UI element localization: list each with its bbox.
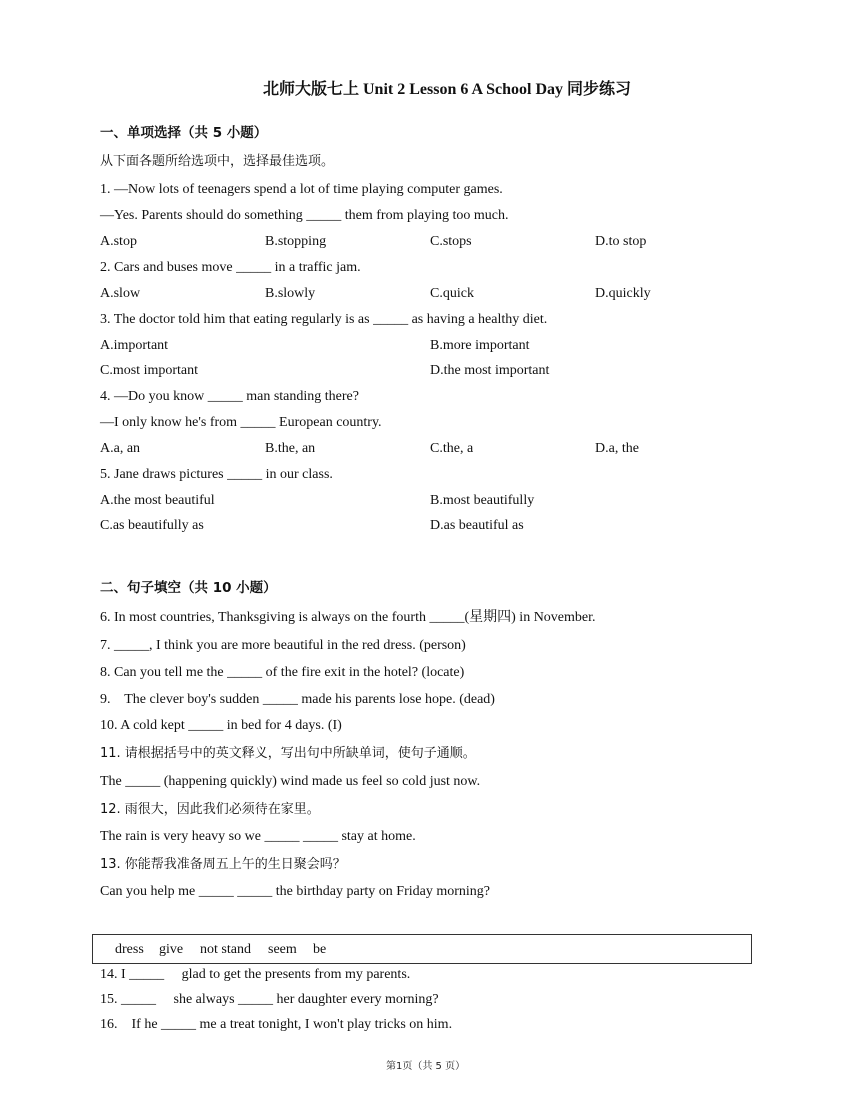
option-c: C.quick bbox=[430, 286, 474, 301]
question-text: 2. Cars and buses move _____ in a traffic jam. bbox=[100, 260, 361, 275]
word-bank-item: seem bbox=[268, 942, 297, 957]
question-text: 4. —Do you know _____ man standing there? bbox=[100, 389, 359, 404]
word-bank-item: give bbox=[159, 942, 184, 957]
question-text: 12. 雨很大，因此我们必须待在家里。 bbox=[100, 802, 320, 817]
option-a: A.stop bbox=[100, 234, 137, 249]
question-text: 14. I _____ glad to get the presents from my parents. bbox=[100, 967, 411, 982]
option-b: B.stopping bbox=[265, 234, 327, 249]
option-b: B.most beautifully bbox=[430, 493, 535, 508]
question-text: 13. 你能帮我准备周五上午的生日聚会吗？ bbox=[100, 857, 346, 872]
question-text: 9. The clever boy's sudden _____ made his parents lose hope. (dead) bbox=[100, 692, 495, 707]
question-text: 6. In most countries, Thanksgiving is always on the fourth _____(星期四) in November. bbox=[100, 610, 596, 625]
question-text: —Yes. Parents should do something _____ them from playing too much. bbox=[100, 208, 509, 223]
option-a: A.important bbox=[100, 338, 169, 353]
question-text: 1. —Now lots of teenagers spend a lot of time playing computer games. bbox=[100, 182, 503, 197]
question-text: 7. _____, I think you are more beautiful in the red dress. (person) bbox=[100, 638, 466, 653]
section-1-heading: 一、单项选择（共 5 小题） bbox=[100, 125, 268, 141]
question-text: The rain is very heavy so we _____ _____ stay at home. bbox=[100, 829, 416, 844]
option-c: C.the, a bbox=[430, 441, 474, 456]
word-bank-item: be bbox=[313, 942, 327, 957]
option-c: C.as beautifully as bbox=[100, 518, 204, 533]
option-a: A.the most beautiful bbox=[100, 493, 215, 508]
question-text: 8. Can you tell me the _____ of the fire exit in the hotel? (locate) bbox=[100, 665, 465, 680]
question-text: 16. If he _____ me a treat tonight, I won't play tricks on him. bbox=[100, 1017, 453, 1032]
option-b: B.the, an bbox=[265, 441, 316, 456]
section-2-heading: 二、句子填空（共 10 小题） bbox=[100, 580, 277, 596]
option-d: D.a, the bbox=[595, 441, 639, 456]
page-footer: 第1页（共 5 页） bbox=[386, 1061, 466, 1072]
option-c: C.most important bbox=[100, 363, 198, 378]
question-text: 11. 请根据括号中的英文释义，写出句中所缺单词，使句子通顺。 bbox=[100, 746, 476, 761]
option-b: B.slowly bbox=[265, 286, 316, 301]
question-text: 3. The doctor told him that eating regularly is as _____ as having a healthy diet. bbox=[100, 312, 548, 327]
option-d: D.quickly bbox=[595, 286, 651, 301]
question-text: 5. Jane draws pictures _____ in our class. bbox=[100, 467, 333, 482]
option-d: D.the most important bbox=[430, 363, 550, 378]
option-a: A.a, an bbox=[100, 441, 141, 456]
question-text: —I only know he's from _____ European country. bbox=[100, 415, 382, 430]
page-title: 北师大版七上 Unit 2 Lesson 6 A School Day 同步练习 bbox=[263, 81, 632, 98]
option-d: D.as beautiful as bbox=[430, 518, 524, 533]
word-bank-item: not stand bbox=[200, 942, 251, 957]
option-a: A.slow bbox=[100, 286, 141, 301]
option-b: B.more important bbox=[430, 338, 530, 353]
option-d: D.to stop bbox=[595, 234, 647, 249]
word-bank-item: dress bbox=[115, 942, 144, 957]
question-text: 10. A cold kept _____ in bed for 4 days. (I) bbox=[100, 718, 342, 733]
question-text: The _____ (happening quickly) wind made us feel so cold just now. bbox=[100, 774, 481, 789]
question-text: Can you help me _____ _____ the birthday party on Friday morning? bbox=[100, 884, 490, 899]
option-c: C.stops bbox=[430, 234, 472, 249]
section-1-instruction: 从下面各题所给选项中，选择最佳选项。 bbox=[100, 154, 335, 169]
word-bank-box bbox=[92, 934, 752, 964]
question-text: 15. _____ she always _____ her daughter every morning? bbox=[100, 992, 439, 1007]
